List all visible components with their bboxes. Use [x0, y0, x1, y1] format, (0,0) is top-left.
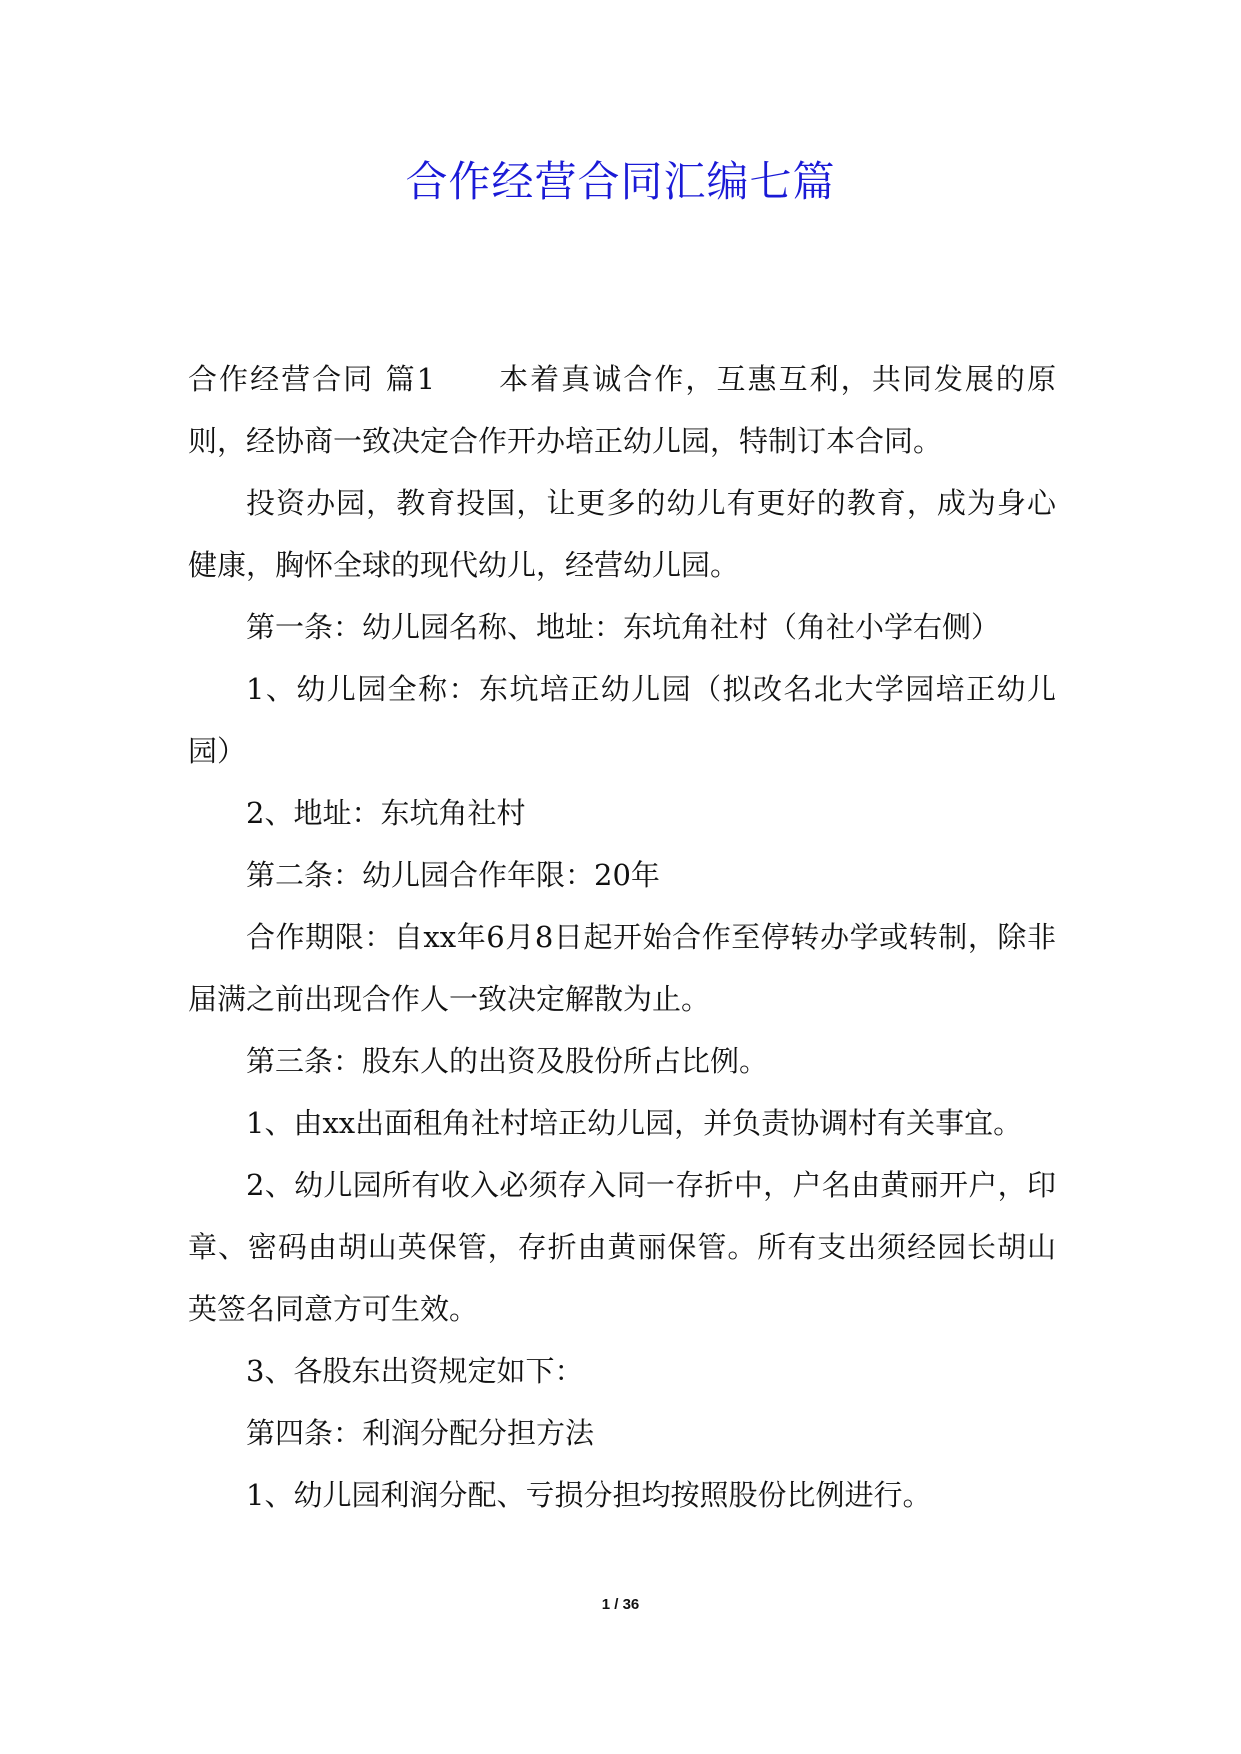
section-heading: 合作经营合同 篇1: [188, 362, 436, 396]
paragraph: 1、幼儿园全称：东坑培正幼儿园（拟改名北大学园培正幼儿园）: [188, 672, 1056, 768]
intro-text: 本着真诚合作，互惠互利，共同发展的原则，经协商一致决定合作开办培正幼儿园，特制订本合同。: [188, 362, 1056, 458]
paragraph: 第三条：股东人的出资及股份所占比例。: [246, 1044, 769, 1078]
paragraph: 第二条：幼儿园合作年限：20年: [246, 858, 660, 892]
paragraph: 合作期限：自xx年6月8日起开始合作至停转办学或转制，除非届满之前出现合作人一致决定解散为止。: [188, 920, 1056, 1016]
paragraph: 第一条：幼儿园名称、地址：东坑角社村（角社小学右侧）: [246, 610, 1001, 644]
paragraph: 1、幼儿园利润分配、亏损分担均按照股份比例进行。: [246, 1478, 932, 1512]
paragraph: 1、由xx出面租角社村培正幼儿园，并负责协调村有关事宜。: [246, 1106, 1023, 1140]
paragraph: 2、幼儿园所有收入必须存入同一存折中，户名由黄丽开户，印章、密码由胡山英保管，存折由黄丽保管。所有支出须经园长胡山英签名同意方可生效。: [188, 1168, 1056, 1326]
paragraph: 2、地址：东坑角社村: [246, 796, 526, 830]
intro-paragraph: [188, 348, 1056, 472]
paragraph: 3、各股东出资规定如下：: [246, 1354, 584, 1388]
paragraph: 第四条：利润分配分担方法: [246, 1416, 595, 1450]
paragraph: 投资办园，教育投国，让更多的幼儿有更好的教育，成为身心健康，胸怀全球的现代幼儿，经营幼儿园。: [188, 486, 1056, 582]
document-title: 合作经营合同汇编七篇: [405, 157, 836, 206]
page-number: 1 / 36: [601, 1596, 640, 1613]
document-body: [188, 348, 1056, 1526]
